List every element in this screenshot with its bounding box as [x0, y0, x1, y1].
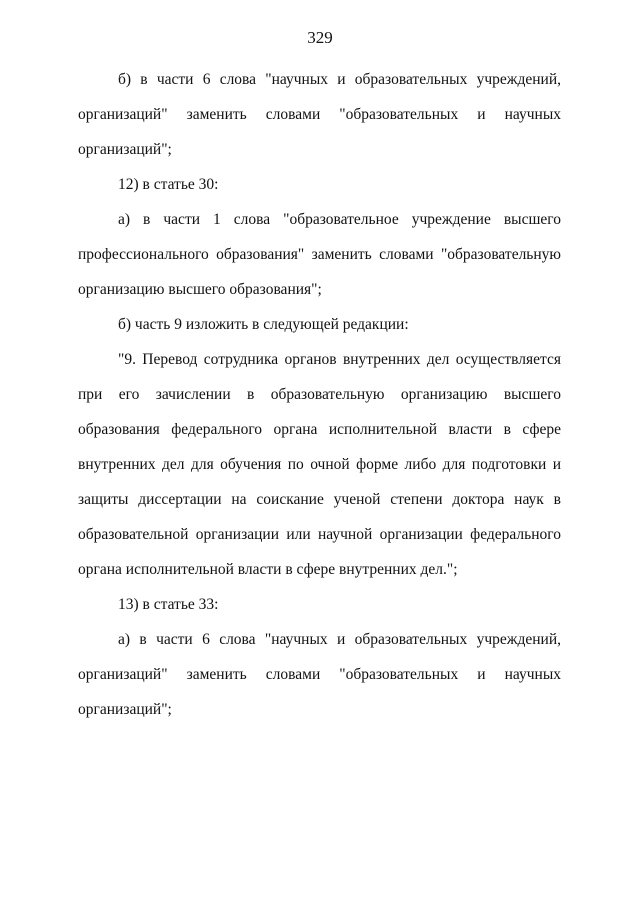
page-number: 329: [307, 28, 333, 47]
document-body: [78, 62, 561, 727]
paragraph-item-13: 13) в статье 33:: [118, 596, 219, 613]
paragraph-amendment-a-part1: а) в части 1 слова "образовательное учреждение высшего профессионального образования" заменить словами "образовательную организацию высшего образования";: [78, 211, 561, 298]
paragraph-item-12: 12) в статье 30:: [118, 176, 219, 193]
paragraph-amendment-b-part9: б) часть 9 изложить в следующей редакции:: [118, 316, 409, 333]
paragraph-part9-text: "9. Перевод сотрудника органов внутренних дел осуществляется при его зачислении в образовательную организацию высшего образования федерального органа исполнительной власти в сфере внутренних дел для обучения по очной форме либо для подготовки и защиты диссертации на соискание ученой степени доктора наук в образовательной организации или научной организации федерального органа исполнительной власти в сфере внутренних дел.";: [78, 351, 561, 578]
paragraph-amendment-b-part6: б) в части 6 слова "научных и образовательных учреждений, организаций" заменить словами "образовательных и научных организаций";: [78, 71, 561, 158]
paragraph-amendment-a-part6: а) в части 6 слова "научных и образовательных учреждений, организаций" заменить словами "образовательных и научных организаций";: [78, 631, 561, 718]
